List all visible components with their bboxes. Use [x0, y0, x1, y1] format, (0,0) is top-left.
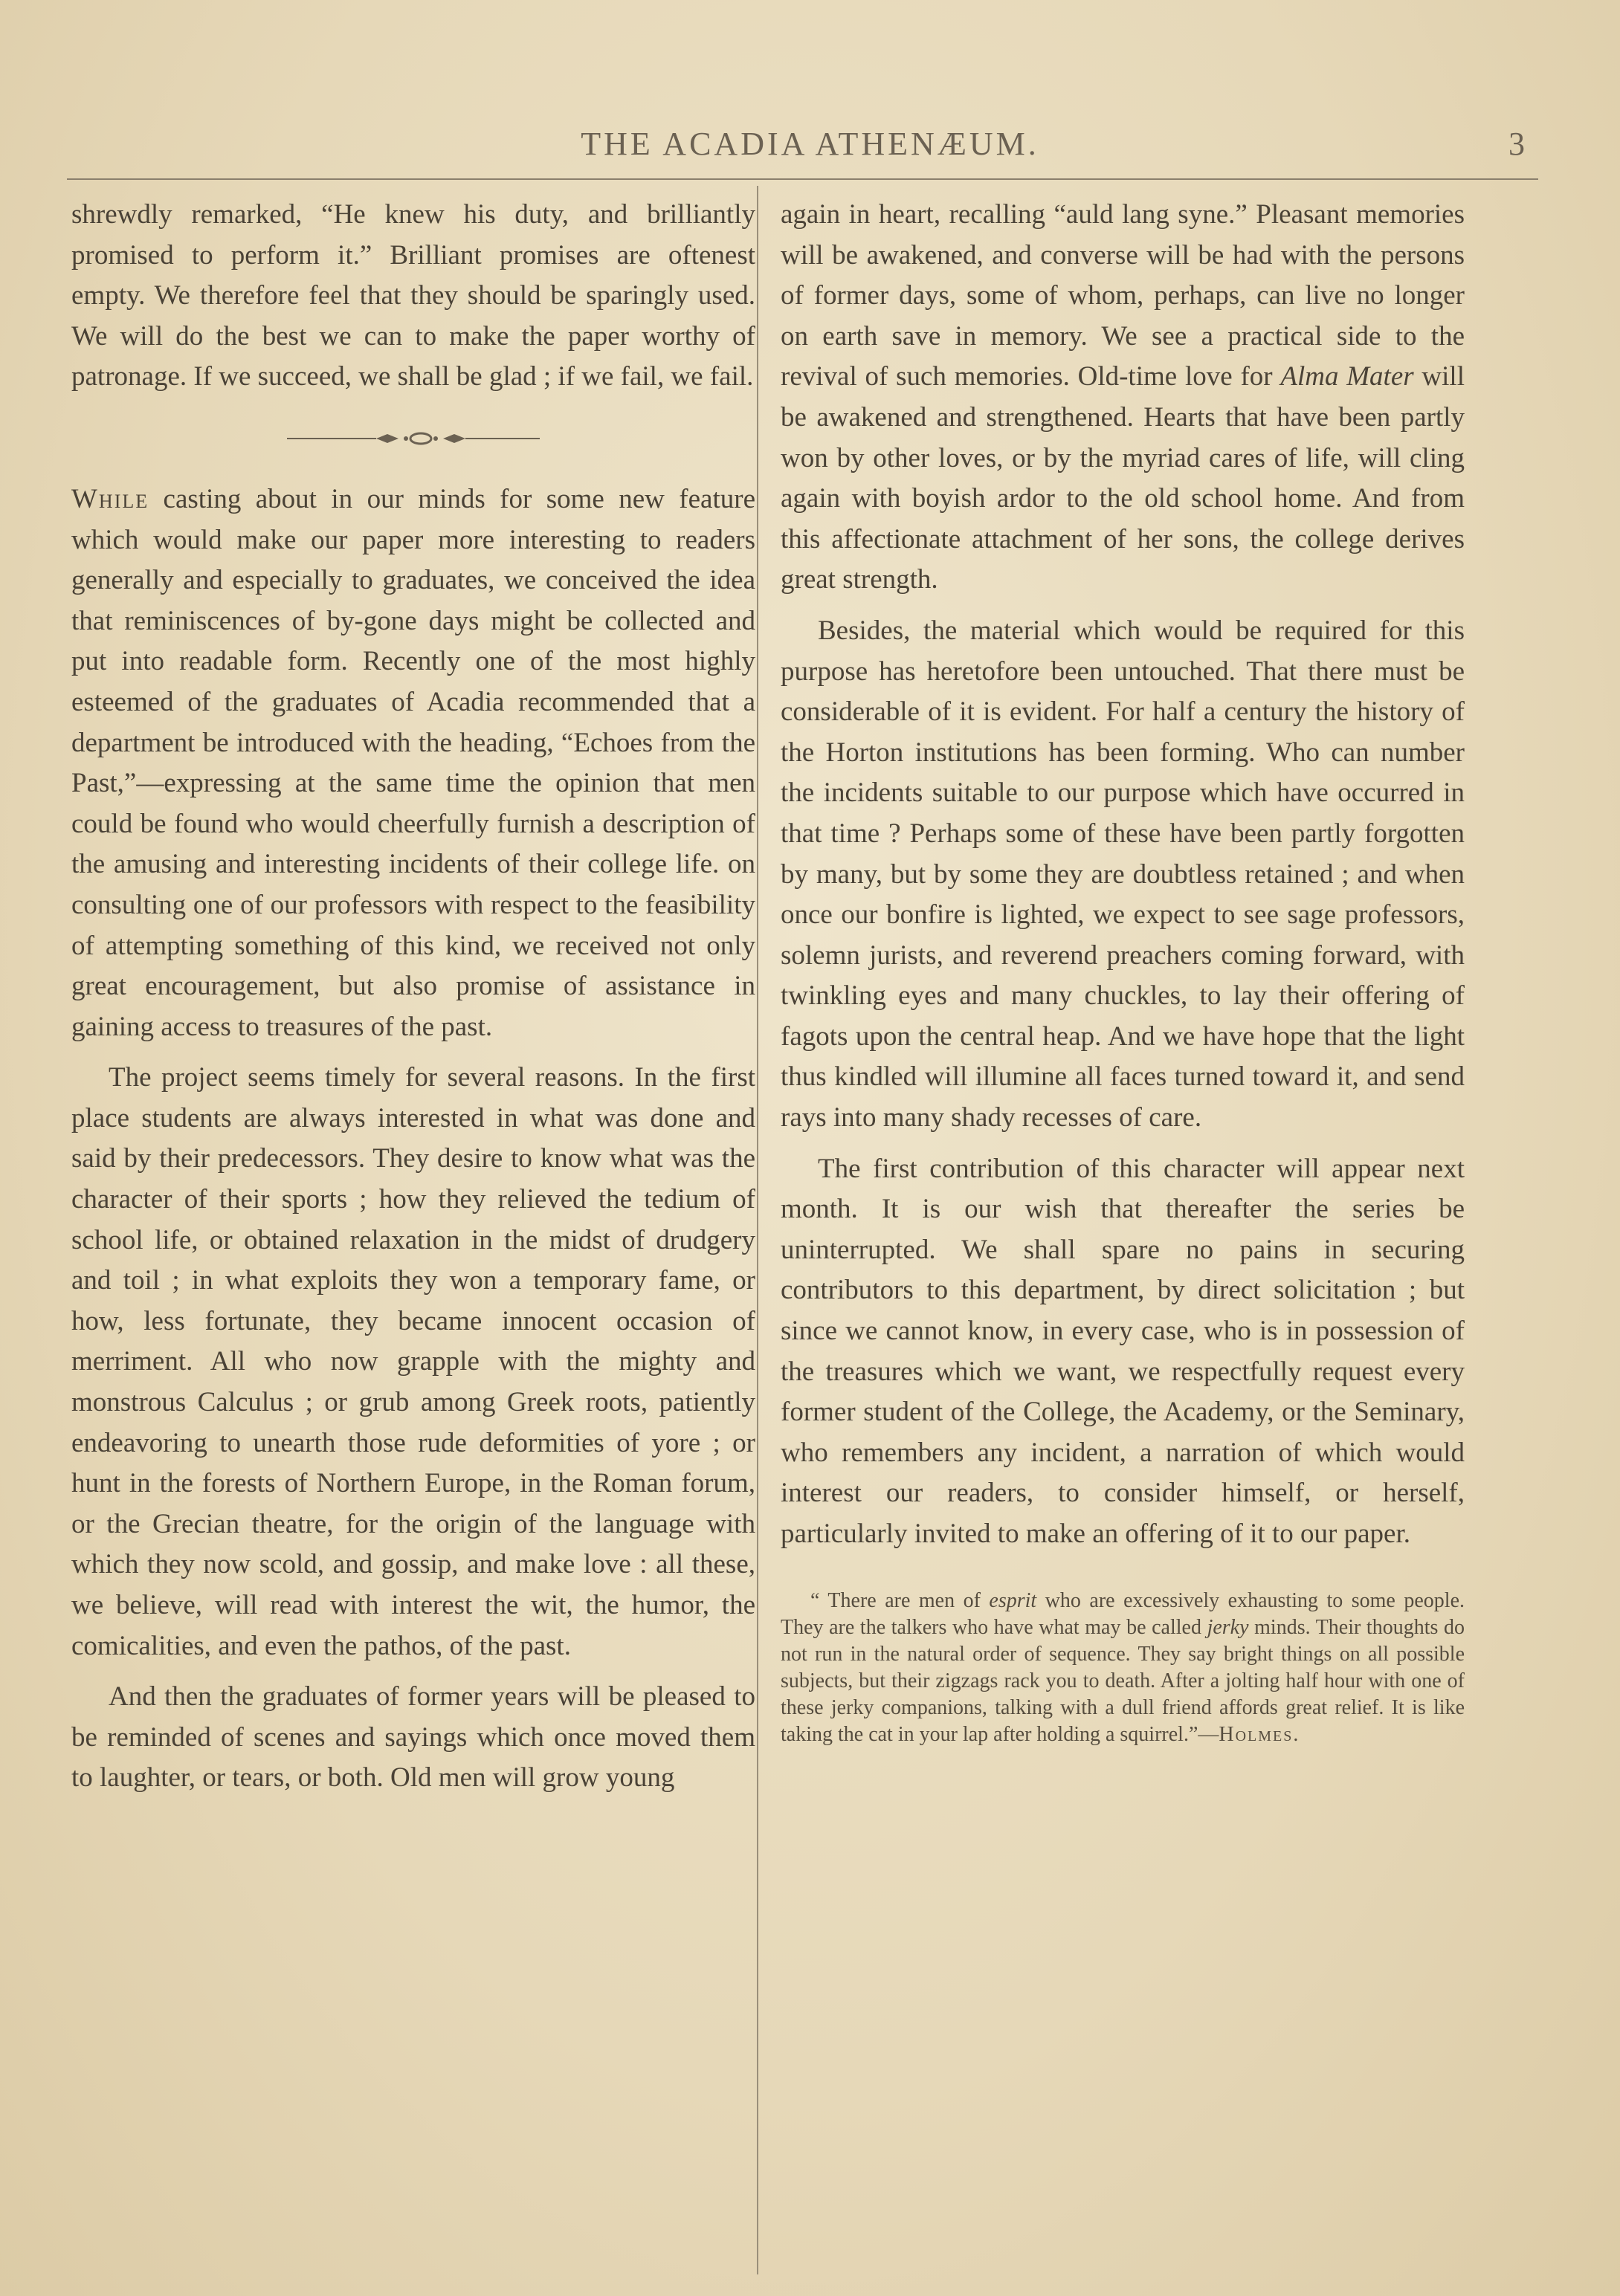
paragraph: The first contribution of this character will appear next month. It is our wish that thereafter the series be uninterrupted. We shall spare no pains in securing contributors to this department, by direct solicitation ; but since we cannot know, in every case, who is in possession of the treasures which we want, we respectfully request every former student of the College, the Academy, or the Seminary, who remembers any incident, a narration of which would interest our readers, to consider himself, or herself, particularly invited to make an offering of it to our paper. [781, 1153, 1465, 1549]
right-column [781, 195, 1465, 1748]
paragraph: shrewdly remarked, “He knew his duty, and brilliantly promised to perform it.” Brilliant promises are oftenest empty. We therefore feel that they should be sparingly used. We will do the best we can to make the paper worthy of patronage. If we succeed, we shall be glad ; if we fail, we fail. [71, 199, 755, 392]
paragraph: The project seems timely for several reasons. In the first place students are always interested in what was done and said by their predecessors. They desire to know what was the character of their sports ; how they relieved the tedium of school life, or obtained relaxation in the midst of drudgery and toil ; in what exploits they won a temporary fame, or how, less fortunate, they became innocent occasion of merriment. All who now grapple with the mighty and monstrous Calculus ; or grub among Greek roots, patiently endeavoring to unearth those rude deformities of yore ; or hunt in the forests of Northern Europe, in the Roman forum, or the Grecian theatre, for the origin of the language with which they now scold, and gossip, and make love : all these, we believe, will read with interest the wit, the humor, the comicalities, and even the pathos, of the past. [71, 1062, 755, 1661]
left-column [71, 195, 755, 1799]
running-title: THE ACADIA ATHENÆUM. [581, 126, 1039, 162]
column-divider [757, 186, 758, 2274]
quote-author: Holmes. [1219, 1722, 1300, 1746]
paragraph-text: again in heart, recalling “auld lang syne.” Pleasant memories will be awakened, and converse will be had with the persons of former days, some of whom, perhaps, can live no longer on earth save in memory. We see a practical side to the revival of such memories. Old-time love for [781, 199, 1465, 392]
ornament-icon [287, 430, 540, 447]
quote-italic: esprit [989, 1588, 1037, 1612]
quote-text: who are excessively exhausting to some people. They are the talkers who have what may be called [781, 1588, 1465, 1639]
closing-quote [781, 1588, 1465, 1748]
paragraph: And then the graduates of former years will be pleased to be reminded of scenes and sayings which once moved them to laughter, or tears, or both. Old men will grow young [71, 1681, 755, 1794]
quote-italic: jerky [1207, 1615, 1249, 1639]
paragraph [781, 195, 1465, 601]
paragraph [71, 479, 755, 1047]
paragraph-text: casting about in our minds for some new feature which would make our paper more interesting to readers generally and especially to graduates, we conceived the idea that reminiscences of by-gone days might be collected and put into readable form. Recently one of the most highly esteemed of the graduates of Acadia recommended that a department be introduced with the heading, “Echoes from the Past,”—expressing at the same time the opinion that men could be found who would cheerfully furnish a description of the amusing and interesting incidents of their college life. on consulting one of our professors with respect to the feasibility of attempting something of this kind, we received not only great encouragement, but also promise of assistance in gaining access to treasures of the past. [71, 483, 755, 1042]
ornamental-divider [71, 398, 755, 479]
lead-word: While [71, 483, 149, 514]
paragraph: Besides, the material which would be required for this purpose has heretofore been untouched. That there must be considerable of it is evident. For half a century the history of the Horton institutions has been forming. Who can number the incidents suitable to our purpose which have occurred in that time ? Perhaps some of these have been partly forgotten by many, but by some they are doubtless retained ; and when once our bonfire is lighted, we expect to see sage professors, solemn jurists, and reverend preachers coming forward, with twinkling eyes and many chuckles, to lay their offering of fagots upon the central heap. And we have hope that the light thus kindled will illumine all faces turned toward it, and send rays into many shady recesses of care. [781, 615, 1465, 1134]
quote-text: “ There are men of [810, 1588, 990, 1612]
paragraph-text: will be awakened and strengthened. Hearts that have been partly won by other loves, or by the myriad cares of life, will cling again with boyish ardor to the old school home. And from this affectionate attachment of her sons, the college derives great strength. [781, 361, 1465, 595]
page-header [0, 125, 1620, 169]
quote-text: minds. Their thoughts do not run in the natural order of sequence. They say bright things on all possible subjects, but their zigzags rack you to death. After a jolting half hour with one of these jerky companions, talking with a dull friend affords great relief. It is like taking the cat in your lap after holding a squirrel.”— [781, 1615, 1465, 1746]
page-number: 3 [1508, 126, 1525, 162]
header-rule [67, 178, 1538, 180]
alma-mater: Alma Mater [1280, 361, 1414, 392]
